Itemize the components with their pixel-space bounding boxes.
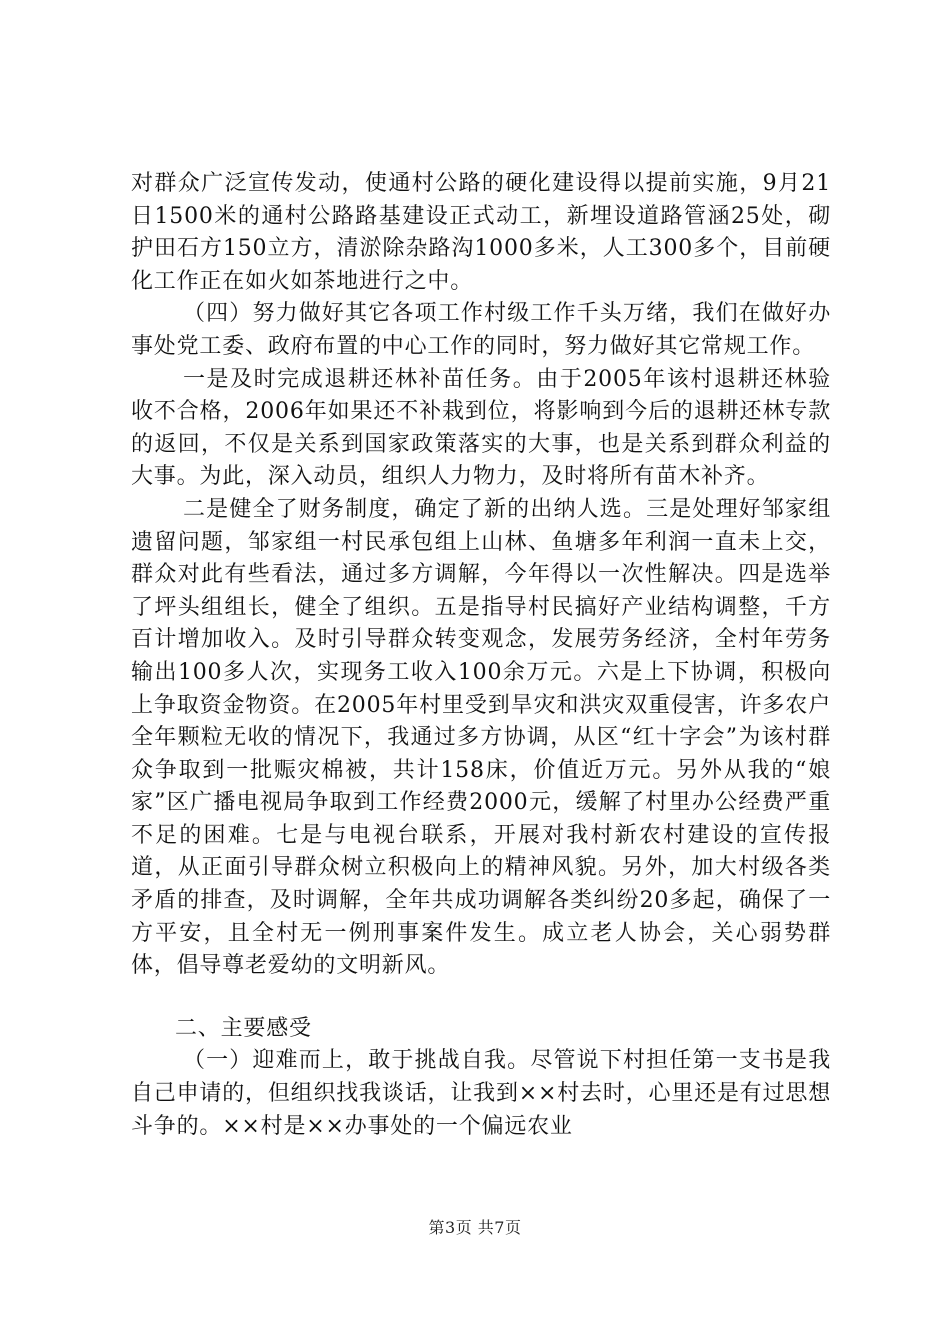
- paragraph-section-four: （四）努力做好其它各项工作村级工作千头万绪，我们在做好办事处党工委、政府布置的中心工作的同时，努力做好其它常规工作。: [131, 301, 831, 359]
- paragraph-reforestation: 一是及时完成退耕还林补苗任务。由于2005年该村退耕还林验收不合格，2006年如果还不补栽到位，将影响到今后的退耕还林专款的返回，不仅是关系到国家政策落实的大事，也是关系到群众利益的大事。为此，深入动员，组织人力物力，及时将所有苗木补齐。: [131, 366, 831, 490]
- document-body: [131, 168, 831, 1143]
- paragraph-other-work: 二是健全了财务制度，确定了新的出纳人选。三是处理好邹家组遗留问题，邹家组一村民承包组上山林、鱼塘多年利润一直未上交，群众对此有些看法，通过多方调解，今年得以一次性解决。四是选举了坪头组组长，健全了组织。五是指导村民搞好产业结构调整，千方百计增加收入。及时引导群众转变观念，发展劳务经济，全村年劳务输出100多人次，实现务工收入100余万元。六是上下协调，积极向上争取资金物资。在2005年村里受到旱灾和洪灾双重侵害，许多农户全年颗粒无收的情况下，我通过多方协调，从区“红十字会”为该村群众争取到一批赈灾棉被，共计158床，价值近万元。另外从我的“娘家”区广播电视局争取到工作经费2000元，缓解了村里办公经费严重不足的困难。七是与电视台联系，开展对我村新农村建设的宣传报道，从正面引导群众树立积极向上的精神风貌。另外，加大村级各类矛盾的排查，及时调解，全年共成功调解各类纠纷20多起，确保了一方平安，且全村无一例刑事案件发生。成立老人协会，关心弱势群体，倡导尊老爱幼的文明新风。: [131, 496, 831, 979]
- paragraph-challenge-self: （一）迎难而上，敢于挑战自我。尽管说下村担任第一支书是我自己申请的，但组织找我谈话，让我到××村去时，心里还是有过思想斗争的。××村是××办事处的一个偏远农业: [131, 1048, 831, 1139]
- section-heading-main-feelings: 二、主要感受: [175, 1015, 312, 1041]
- paragraph-road-construction: 对群众广泛宣传发动，使通村公路的硬化建设得以提前实施，9月21日1500米的通村公路路基建设正式动工，新埋设道路管涵25处，砌护田石方150立方，清淤除杂路沟1000多米，人工300多个，目前硬化工作正在如火如茶地进行之中。: [131, 171, 831, 294]
- page-number-footer: 第3页 共7页: [428, 1218, 522, 1237]
